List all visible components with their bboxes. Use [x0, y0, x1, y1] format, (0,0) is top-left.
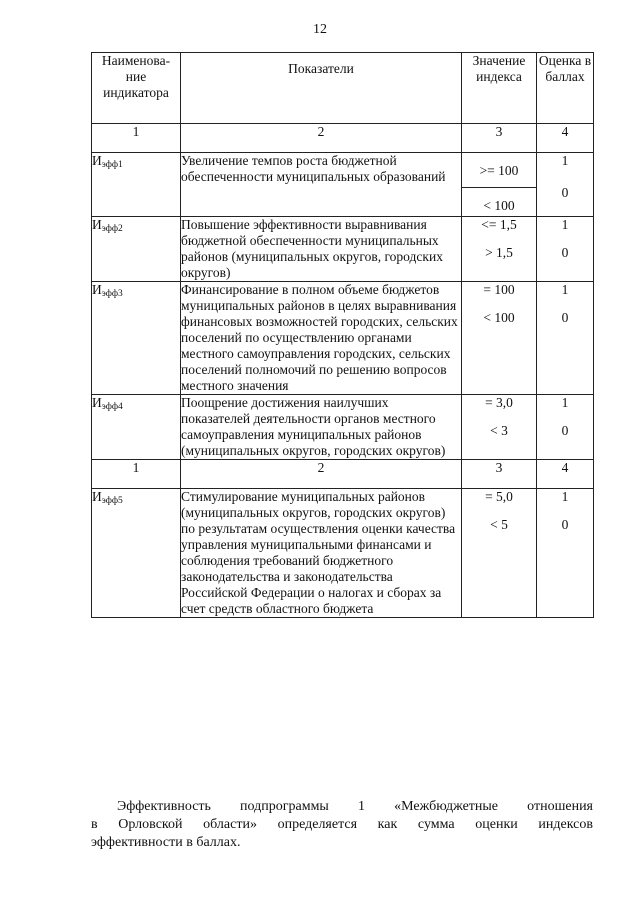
indicator-code: $И_{эфф2}$: [92, 217, 181, 282]
scores: [537, 489, 594, 618]
indicator-description: Увеличение темпов роста бюджетной обеспеченности муниципальных образований: [181, 153, 462, 217]
index-value: = 5,0: [485, 489, 513, 504]
score-value: 1: [561, 153, 569, 168]
index-values: [462, 489, 537, 618]
table-row: [92, 282, 594, 395]
header-index-value: Значение индекса: [462, 53, 537, 124]
paragraph-line: Эффективность подпрограммы 1 «Межбюджетные отношения: [117, 799, 593, 814]
header-indicator-name: Наименова-ние индикатора: [92, 53, 181, 124]
scores: [537, 395, 594, 460]
efficiency-paragraph: [91, 798, 593, 852]
column-number: 1: [92, 124, 181, 153]
index-value: < 100: [483, 198, 515, 213]
index-value: = 3,0: [485, 395, 513, 410]
index-value: < 100: [483, 310, 515, 325]
page-number: 12: [313, 22, 327, 37]
column-number: 3: [462, 460, 537, 489]
header-score: Оценка в баллах: [537, 53, 594, 124]
column-number-row: [92, 460, 594, 489]
column-number: 4: [537, 460, 594, 489]
score-value: 0: [561, 517, 569, 532]
indicator-code: $И_{эфф5}$: [92, 489, 181, 618]
column-number: 2: [181, 460, 462, 489]
index-value: < 3: [490, 423, 508, 438]
scores: [537, 282, 594, 395]
score-value: 1: [561, 489, 569, 504]
indicator-code: $И_{эфф4}$: [92, 395, 181, 460]
paragraph-line: эффективности в баллах.: [91, 835, 241, 850]
scores: [537, 153, 594, 217]
paragraph-line: в Орловской области» определяется как сумма оценки индексов: [91, 817, 593, 832]
score-value: 0: [561, 423, 569, 438]
index-values: [462, 217, 537, 282]
indicator-code: $И_{эфф1}$: [92, 153, 181, 217]
index-values: [462, 153, 537, 217]
table-row: [92, 489, 594, 618]
column-number: 4: [537, 124, 594, 153]
column-number: 3: [462, 124, 537, 153]
index-values: [462, 282, 537, 395]
column-number: 2: [181, 124, 462, 153]
indicator-code: $И_{эфф3}$: [92, 282, 181, 395]
index-value: <= 1,5: [481, 217, 517, 232]
index-values: [462, 395, 537, 460]
score-value: 1: [561, 395, 569, 410]
score-value: 0: [561, 310, 569, 325]
index-value: < 5: [490, 517, 508, 532]
score-value: 0: [561, 245, 569, 260]
indicator-description: Финансирование в полном объеме бюджетов муниципальных районов в целях выравнивания финансовых возможностей городских, сельских поселений по осуществлению органами местного самоуправления городских, сельских поселений полномочий по решению вопросов местного значения: [181, 282, 462, 395]
score-value: 1: [561, 282, 569, 297]
indicators-table: [91, 52, 594, 618]
table-row: [92, 395, 594, 460]
table-row: [92, 153, 594, 217]
table-row: [92, 217, 594, 282]
score-value: 1: [561, 217, 569, 232]
indicator-description: Стимулирование муниципальных районов (муниципальных округов, городских округов) по результатам осуществления оценки качества управления муниципальными финансами и соблюдения требований бюджетного законодательства и законодательства Российской Федерации о налогах и сборах за счет средств областного бюджета: [181, 489, 462, 618]
index-value: = 100: [483, 282, 515, 297]
scores: [537, 217, 594, 282]
header-indicators: Показатели: [181, 53, 462, 124]
column-number: 1: [92, 460, 181, 489]
index-value: >= 100: [462, 153, 536, 188]
table-header-row: [92, 53, 594, 124]
index-value: > 1,5: [485, 245, 513, 260]
indicator-description: Поощрение достижения наилучших показателей деятельности органов местного самоуправления муниципальных районов (муниципальных округов, городских округов): [181, 395, 462, 460]
indicator-description: Повышение эффективности выравнивания бюджетной обеспеченности муниципальных районов (муниципальных округов, городских округов): [181, 217, 462, 282]
column-number-row: [92, 124, 594, 153]
score-value: 0: [561, 185, 569, 200]
